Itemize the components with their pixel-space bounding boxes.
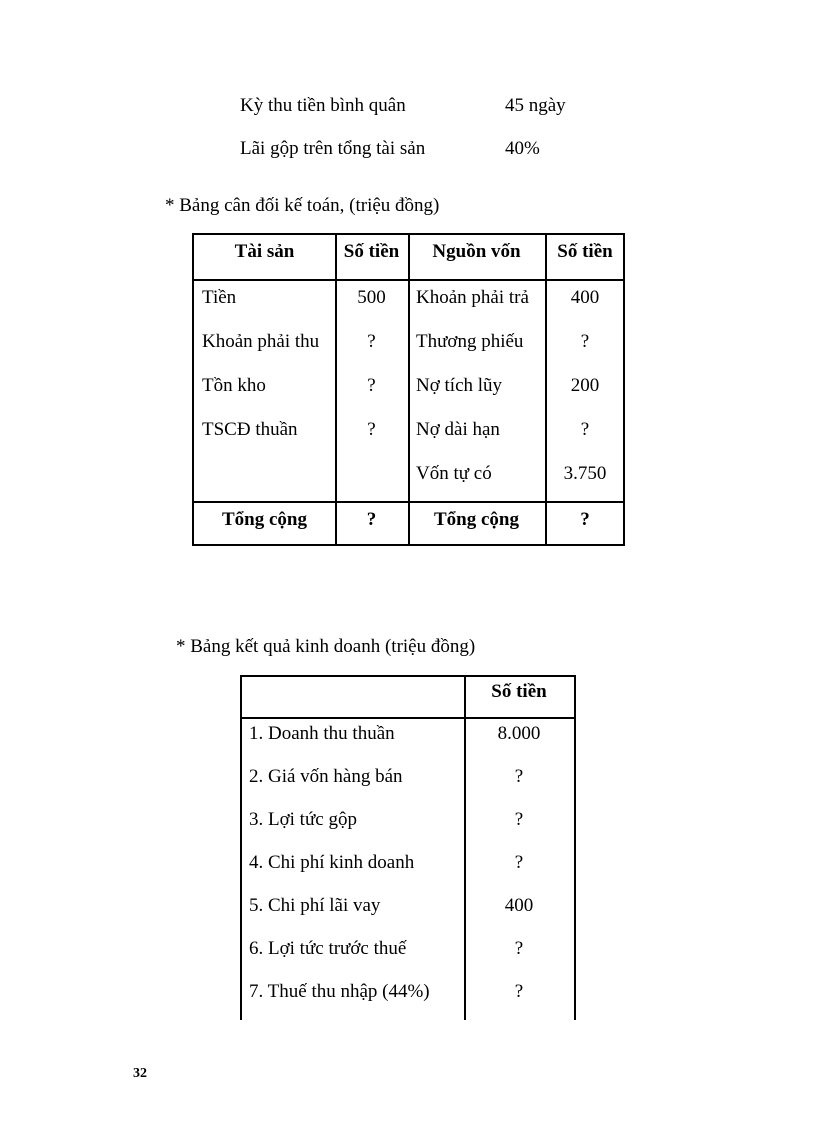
bs-source-value: 400 [570,287,600,308]
is-row-value: ? [514,766,524,787]
bs-asset-label: Khoản phải thu [202,331,320,352]
is-row-value: ? [514,981,524,1002]
bs-source-label: Khoản phải trả [416,287,529,308]
bs-asset-label: TSCĐ thuần [202,419,298,440]
bs-source-label: Nợ dài hạn [416,419,500,440]
ratio-label-collection-period: Kỳ thu tiền bình quân [240,95,406,116]
bs-asset-value: ? [367,331,376,352]
bs-header-amount-1: Số tiền [343,241,400,262]
bs-total-assets-label: Tổng cộng [222,509,307,530]
bs-asset-label: Tiền [202,287,237,308]
bs-total-sources-value: ? [580,509,590,530]
bs-source-value: 200 [570,375,600,396]
ratio-label-gross-margin: Lãi gộp trên tổng tài sản [240,138,426,159]
bs-header-sources: Nguồn vốn [432,241,521,262]
is-row-value: ? [514,938,524,959]
is-row-label: 4. Chi phí kinh doanh [249,852,415,873]
page-number: 32 [133,1066,147,1081]
bs-source-value: ? [580,419,590,440]
is-row-label: 7. Thuế thu nhập (44%) [249,981,430,1002]
balance-sheet-caption: * Bảng cân đối kế toán, (triệu đồng) [165,195,440,216]
bs-header-amount-2: Số tiền [557,241,613,262]
bs-source-value: ? [580,331,590,352]
is-row-label: 2. Giá vốn hàng bán [249,766,403,787]
is-row-label: 5. Chi phí lãi vay [249,895,381,916]
bs-asset-value: 500 [357,287,386,308]
is-row-label: 1. Doanh thu thuần [249,723,395,744]
is-row-label: 3. Lợi tức gộp [249,809,357,830]
is-row-value: 400 [504,895,534,916]
bs-asset-label: Tồn kho [202,375,266,396]
bs-source-value: 3.750 [563,463,607,484]
is-row-value: ? [514,852,524,873]
bs-total-assets-value: ? [366,509,377,530]
bs-header-assets: Tài sản [234,241,295,262]
bs-asset-value: ? [367,375,376,396]
ratio-value-collection-period: 45 ngày [505,95,566,116]
ratio-value-gross-margin: 40% [505,138,540,159]
income-statement-table [240,675,576,1020]
balance-sheet-table [192,233,625,546]
bs-asset-value: ? [367,419,376,440]
is-row-label: 6. Lợi tức trước thuế [249,938,407,959]
bs-source-label: Vốn tự có [416,463,492,484]
bs-total-sources-label: Tổng cộng [434,509,519,530]
is-row-value: ? [514,809,524,830]
income-statement-caption: * Bảng kết quả kinh doanh (triệu đồng) [176,636,476,657]
bs-source-label: Nợ tích lũy [416,375,503,396]
is-header-amount: Số tiền [491,681,547,702]
is-row-value: 8.000 [497,723,541,744]
bs-source-label: Thương phiếu [416,331,524,352]
